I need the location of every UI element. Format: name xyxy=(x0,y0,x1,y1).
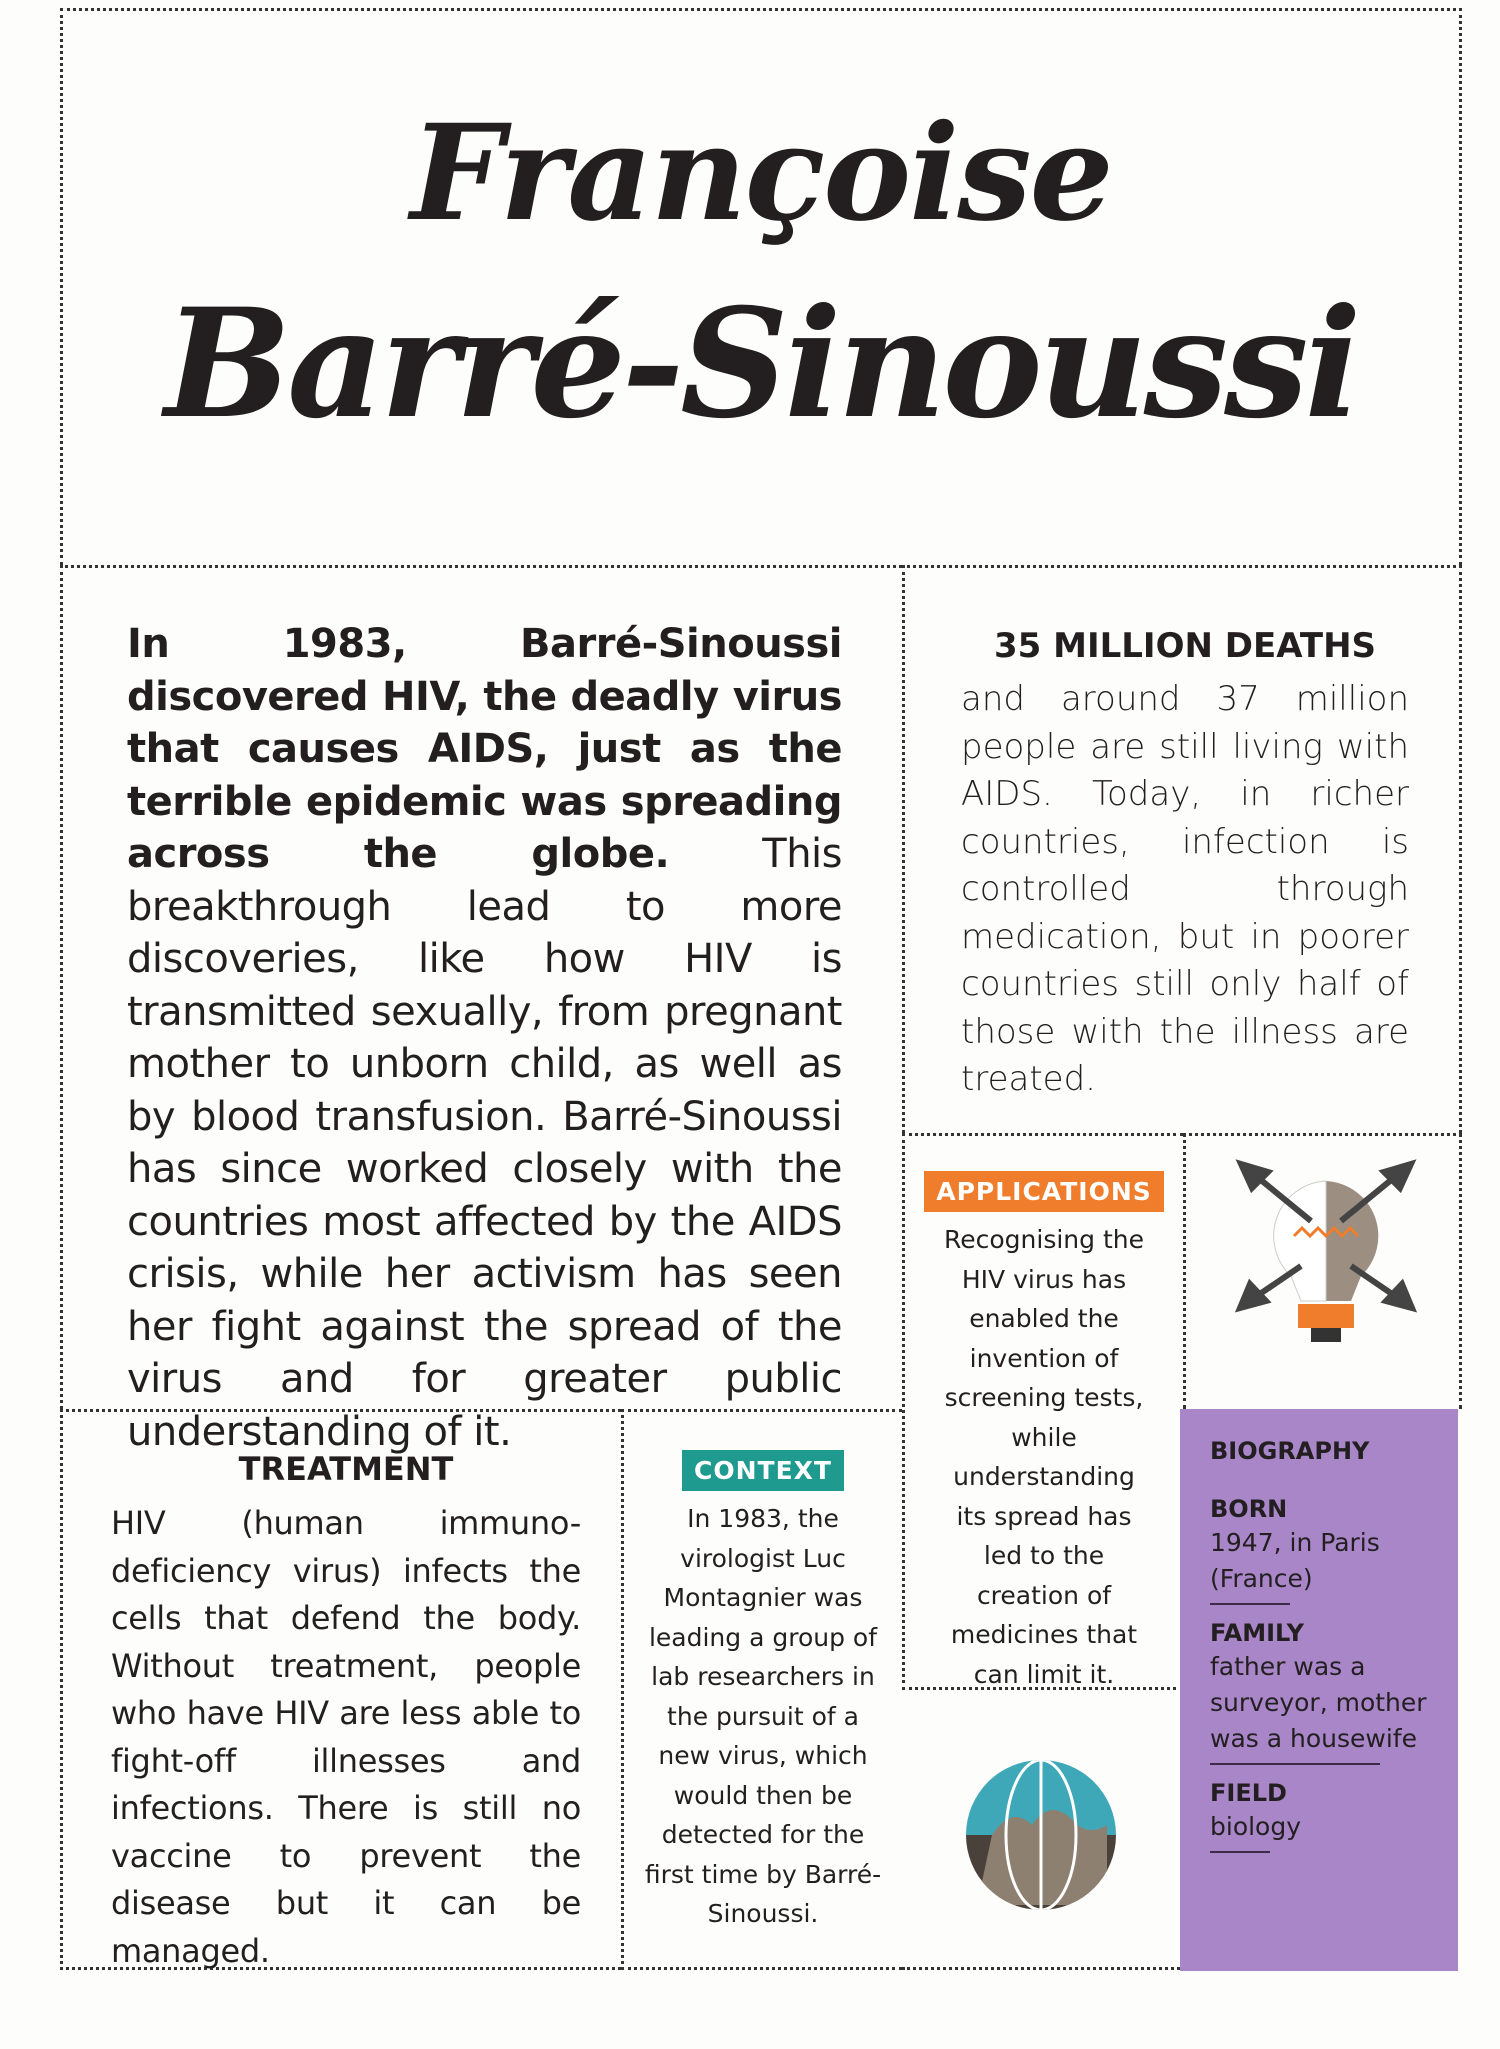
title-first-name: Françoise xyxy=(410,96,1112,251)
divider xyxy=(1210,1851,1270,1853)
biography-panel xyxy=(1180,1409,1458,1971)
deaths-heading: 35 MILLION DEATHS xyxy=(993,626,1377,666)
deaths-text: and around 37 million people are still living with AIDS. Today, in richer countries, infection is controlled through medication, but in poorer countries still only half of those with the illness are treated. xyxy=(961,679,1409,1099)
main-body: This breakthrough lead to more discoveries, like how HIV is transmitted sexually, from pregnant mother to unborn child, as well as by blood transfusion. Barré-Sinoussi has since worked closely with the countries most affected by the AIDS crisis, while her activism has seen her fight against the spread of the virus and for greater public understanding of it. xyxy=(127,831,843,1455)
title-last-name: Barré-Sinoussi xyxy=(164,276,1358,452)
title-panel xyxy=(60,8,1462,565)
context-panel xyxy=(621,1409,902,1970)
field-label: FIELD xyxy=(1210,1779,1287,1807)
globe-icon xyxy=(902,1690,1180,1970)
applications-panel xyxy=(902,1133,1183,1690)
applications-text: Recognising the HIV virus has enabled the invention of screening tests, while understanding its spread has led to the creation of medicines that can limit it. xyxy=(944,1225,1144,1689)
context-text: In 1983, the virologist Luc Montagnier was leading a group of lab researchers in the pursuit of a new virus, which would then be detected for the first time by Barré-Sinoussi. xyxy=(644,1504,882,1928)
main-lead: In 1983, Barré-Sinoussi discovered HIV, the deadly virus that causes AIDS, just as the terrible epidemic was spreading across the globe. xyxy=(127,621,842,877)
born-label: BORN xyxy=(1210,1495,1288,1523)
born-value: 1947, in Paris (France) xyxy=(1210,1528,1380,1593)
main-text-panel xyxy=(60,565,902,1455)
divider xyxy=(1210,1763,1380,1765)
context-tag: CONTEXT xyxy=(682,1450,844,1491)
treatment-text: HIV (human immuno-deficiency virus) infects the cells that defend the body. Without treatment, people who have HIV are less able to fight-off illnesses and infections. There is still no vaccine to prevent the disease but it can be managed. xyxy=(111,1504,581,1970)
divider xyxy=(1210,1603,1290,1605)
lightbulb-panel xyxy=(1183,1133,1462,1409)
field-value: biology xyxy=(1210,1812,1302,1841)
treatment-panel xyxy=(60,1409,621,1970)
lightbulb-arrows-icon xyxy=(1186,1136,1465,1412)
applications-tag: APPLICATIONS xyxy=(924,1171,1164,1212)
deaths-panel xyxy=(902,565,1462,1133)
family-value: father was a surveyor, mother was a housewife xyxy=(1210,1652,1427,1753)
biography-heading: BIOGRAPHY xyxy=(1210,1437,1370,1465)
globe-panel xyxy=(902,1690,1180,1970)
treatment-heading: TREATMENT xyxy=(238,1450,454,1488)
main-paragraph xyxy=(127,618,842,1458)
family-label: FAMILY xyxy=(1210,1619,1304,1647)
